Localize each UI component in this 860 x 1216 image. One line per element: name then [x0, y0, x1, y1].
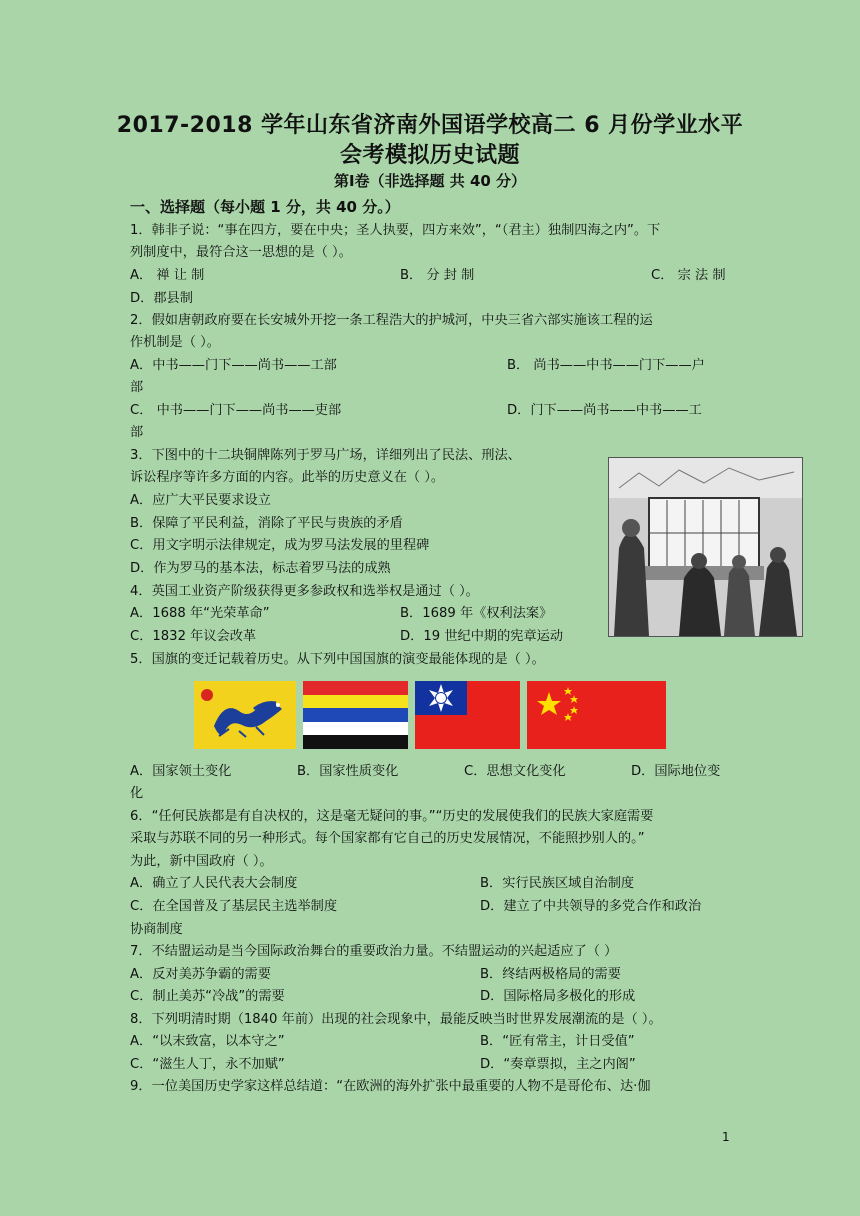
exam-title-line2: 会考模拟历史试题 — [339, 143, 520, 168]
five-star-red-flag — [527, 681, 666, 749]
qing-dragon-flag — [194, 681, 296, 749]
section-heading: 一、选择题（每小题 1 分，共 40 分。） — [130, 198, 400, 216]
q8-option-c: C．“滋生人丁，永不加赋” — [130, 1057, 285, 1072]
q4-option-d: D．19 世纪中期的宪章运动 — [400, 629, 564, 644]
q3-option-b: B．保障了平民利益，消除了平民与贵族的矛盾 — [130, 516, 403, 531]
q2-option-a: A．中书——门下——尚书——工部 — [130, 358, 337, 373]
q6-option-a: A．确立了人民代表大会制度 — [130, 876, 298, 891]
q8-option-b: B．“匠有常主，计日受值” — [480, 1034, 635, 1049]
q1-option-d: D．郡县制 — [130, 291, 193, 306]
q5-option-c: C．思想文化变化 — [464, 764, 566, 779]
q8-option-d: D．“奏章票拟，主之内阁” — [480, 1057, 636, 1072]
q5-option-b: B．国家性质变化 — [297, 764, 399, 779]
q1-stem-1: 1．韩非子说：“事在四方，要在中央；圣人执要，四方来效”，“（君主）独制四海之内”。下 — [130, 223, 661, 238]
q1-stem-2: 列制度中，最符合这一思想的是（ ）。 — [130, 245, 352, 260]
roman-twelve-tables-engraving — [608, 457, 803, 637]
q6-option-d: D．建立了中共领导的多党合作和政治 — [480, 899, 702, 914]
q5-option-d-cont: 化 — [130, 786, 144, 801]
q4-stem: 4．英国工业资产阶级获得更多参政权和选举权是通过（ ）。 — [130, 584, 479, 599]
q6-stem-2: 采取与苏联不同的另一种形式。每个国家都有它自己的历史发展情况，不能照抄别人的。” — [130, 831, 645, 846]
q1-option-a: A． 禅 让 制 — [130, 268, 205, 283]
q3-option-c: C．用文字明示法律规定，成为罗马法发展的里程碑 — [130, 538, 430, 553]
q7-option-d: D．国际格局多极化的形成 — [480, 989, 636, 1004]
q7-option-b: B．终结两极格局的需要 — [480, 967, 621, 982]
q5-option-d: D．国际地位变 — [631, 764, 721, 779]
q2-option-b: B． 尚书——中书——门下——户 — [507, 358, 705, 373]
q2-option-c: C． 中书——门下——尚书——吏部 — [130, 403, 342, 418]
q6-stem-3: 为此，新中国政府（ ）。 — [130, 854, 273, 869]
q6-option-c: C．在全国普及了基层民主选举制度 — [130, 899, 338, 914]
q2-stem-2: 作机制是（ ）。 — [130, 335, 220, 350]
q5-option-a: A．国家领土变化 — [130, 764, 232, 779]
q5-stem: 5．国旗的变迁记载着历史。从下列中国国旗的演变最能体现的是（ ）。 — [130, 652, 545, 667]
blue-sky-white-sun-flag — [415, 681, 520, 749]
q2-option-b-cont: 部 — [130, 380, 144, 395]
q6-option-d-cont: 协商制度 — [130, 922, 183, 937]
q2-option-d-cont: 部 — [130, 425, 144, 440]
q6-option-b: B．实行民族区域自治制度 — [480, 876, 635, 891]
five-color-flag — [303, 681, 408, 749]
q4-option-b: B．1689 年《权利法案》 — [400, 606, 553, 621]
exam-title-line1: 2017-2018 学年山东省济南外国语学校高二 6 月份学业水平 — [116, 113, 744, 138]
q3-stem-2: 诉讼程序等许多方面的内容。此举的历史意义在（ ）。 — [130, 470, 445, 485]
q2-option-d: D．门下——尚书——中书——工 — [507, 403, 702, 418]
q3-stem-1: 3．下图中的十二块铜牌陈列于罗马广场，详细列出了民法、刑法、 — [130, 448, 521, 463]
page-number: 1 — [722, 1130, 730, 1144]
q7-option-c: C．制止美苏“冷战”的需要 — [130, 989, 285, 1004]
q1-option-b: B． 分 封 制 — [400, 268, 475, 283]
volume-heading: 第Ⅰ卷（非选择题 共 40 分） — [333, 172, 527, 190]
q4-option-a: A．1688 年“光荣革命” — [130, 606, 270, 621]
q4-option-c: C．1832 年议会改革 — [130, 629, 257, 644]
q3-option-a: A．应广大平民要求设立 — [130, 493, 271, 508]
q1-option-c: C． 宗 法 制 — [651, 268, 726, 283]
q6-stem-1: 6．“任何民族都是有自决权的，这是毫无疑问的事。”“历史的发展使我们的民族大家庭需要 — [130, 809, 654, 824]
q8-option-a: A．“以末致富，以本守之” — [130, 1034, 285, 1049]
q9-stem: 9．一位美国历史学家这样总结道：“在欧洲的海外扩张中最重要的人物不是哥伦布、达·伽 — [130, 1079, 651, 1094]
q3-option-d: D．作为罗马的基本法，标志着罗马法的成熟 — [130, 561, 391, 576]
q7-stem: 7．不结盟运动是当今国际政治舞台的重要政治力量。不结盟运动的兴起适应了（ ） — [130, 944, 618, 959]
q2-stem-1: 2．假如唐朝政府要在长安城外开挖一条工程浩大的护城河，中央三省六部实施该工程的运 — [130, 313, 653, 328]
q8-stem: 8．下列明清时期（1840 年前）出现的社会现象中，最能反映当时世界发展潮流的是（ ）。 — [130, 1012, 662, 1027]
q7-option-a: A．反对美苏争霸的需要 — [130, 967, 271, 982]
